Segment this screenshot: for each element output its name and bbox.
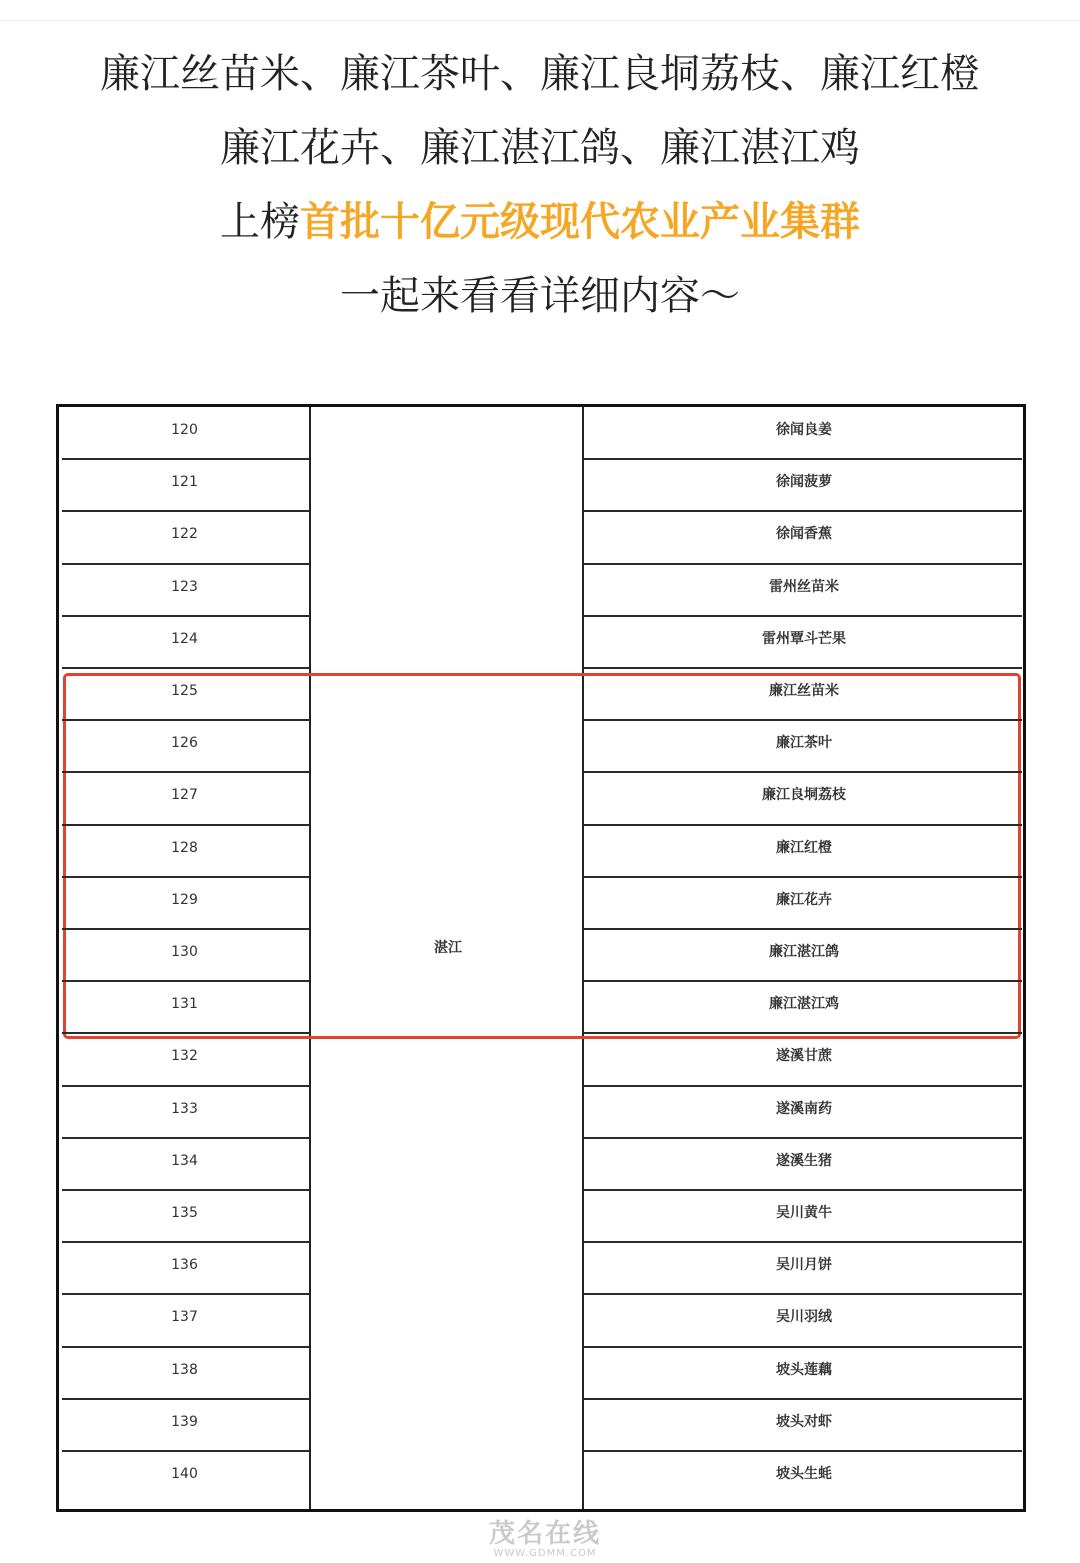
table-cell-name: 徐闻香蕉 xyxy=(776,526,832,543)
table-cell-number: 120 xyxy=(171,422,198,438)
table-cell-number: 128 xyxy=(171,839,198,856)
top-divider xyxy=(0,20,1080,21)
table-cell-name: 遂溪甘蔗 xyxy=(776,1048,832,1065)
table-cell-name: 廉江良垌荔枝 xyxy=(762,787,846,804)
table-cell-name: 廉江花卉 xyxy=(776,891,832,908)
headline-line-4: 一起来看看详细内容～ xyxy=(340,273,740,319)
table-cell-name: 遂溪生猪 xyxy=(776,1152,832,1169)
table-cell-number: 131 xyxy=(171,996,198,1013)
table-cell-number: 126 xyxy=(171,735,198,752)
table-cell-name: 吴川羽绒 xyxy=(776,1309,832,1326)
table-cell-number: 122 xyxy=(171,526,198,543)
table-cell-number: 134 xyxy=(171,1152,198,1169)
table-cell-name: 廉江丝苗米 xyxy=(769,683,839,699)
headline-line-2: 廉江花卉、廉江湛江鸽、廉江湛江鸡 xyxy=(220,125,860,171)
cluster-table-image xyxy=(56,404,1026,1512)
table-cell-number: 137 xyxy=(171,1309,198,1326)
table-cell-number: 140 xyxy=(171,1466,198,1482)
table-cell-number: 139 xyxy=(171,1413,198,1430)
table-cell-name: 吴川黄牛 xyxy=(776,1205,832,1221)
table-cell-name: 坡头生蚝 xyxy=(776,1466,832,1482)
table-cell-name: 廉江湛江鸽 xyxy=(769,944,839,960)
table-cell-name: 廉江红橙 xyxy=(776,839,832,856)
headline-highlight: 首批十亿元级现代农业产业集群 xyxy=(300,199,860,245)
table-cell-name: 坡头莲藕 xyxy=(776,1361,832,1378)
table-cell-name: 吴川月饼 xyxy=(776,1257,832,1274)
table-cell-name: 坡头对虾 xyxy=(776,1413,832,1430)
headline-prefix: 上榜 xyxy=(220,199,300,245)
table-cell-number: 125 xyxy=(171,683,198,699)
table-cell-number: 130 xyxy=(171,944,198,960)
table-cell-number: 127 xyxy=(171,787,198,804)
table-cell-name: 徐闻菠萝 xyxy=(776,474,832,491)
watermark-logo-text: 茂名在线 xyxy=(488,1519,601,1549)
table-cell-number: 129 xyxy=(171,891,198,908)
headline-line-3 xyxy=(0,196,1080,248)
table-cell-number: 124 xyxy=(171,630,198,647)
table-cell-number: 135 xyxy=(171,1205,198,1221)
city-cell: 湛江 xyxy=(434,940,462,956)
table-cell-name: 徐闻良姜 xyxy=(776,422,832,438)
table-cell-name: 廉江湛江鸡 xyxy=(769,996,839,1013)
watermark xyxy=(440,1520,650,1560)
table-cell-number: 136 xyxy=(171,1257,198,1274)
table-cell-number: 123 xyxy=(171,578,198,595)
table-cell-name: 雷州覃斗芒果 xyxy=(762,630,846,647)
headline-line-1: 廉江丝苗米、廉江茶叶、廉江良垌荔枝、廉江红橙 xyxy=(100,51,980,97)
table-cell-name: 廉江茶叶 xyxy=(776,735,832,752)
table-cell-number: 138 xyxy=(171,1361,198,1378)
table-cell-number: 132 xyxy=(171,1048,198,1065)
table-cell-number: 121 xyxy=(171,474,198,491)
table-cell-number: 133 xyxy=(171,1100,198,1117)
table-cell-name: 雷州丝苗米 xyxy=(769,578,839,595)
table-cell-name: 遂溪南药 xyxy=(776,1100,832,1117)
watermark-url: WWW.GDMM.COM xyxy=(493,1548,597,1559)
